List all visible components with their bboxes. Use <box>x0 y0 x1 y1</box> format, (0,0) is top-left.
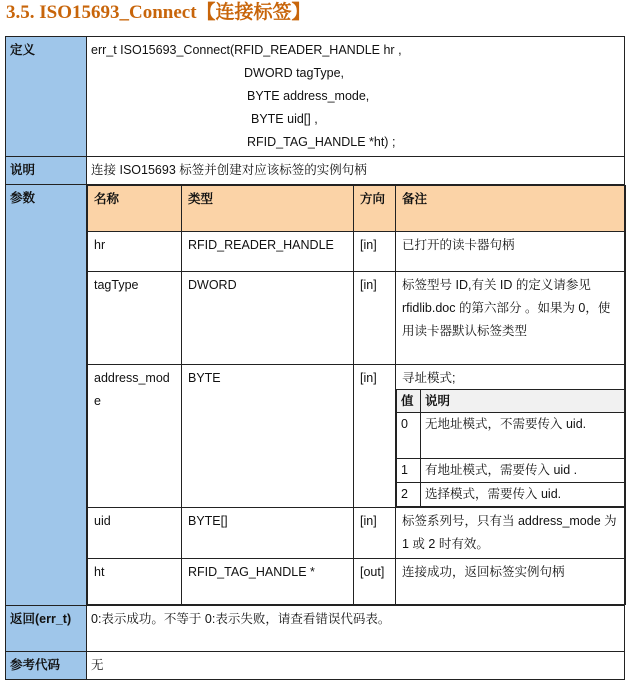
signature-line: BYTE address_mode, <box>91 85 620 108</box>
signature-line: err_t ISO15693_Connect(RFID_READER_HANDLE hr , <box>91 39 620 62</box>
param-note <box>396 365 626 508</box>
param-row <box>88 272 626 365</box>
function-signature <box>87 37 625 157</box>
mode-header-value: 值 <box>397 390 421 413</box>
reference-row <box>6 652 625 680</box>
mode-value: 2 <box>397 483 421 507</box>
mode-desc: 有地址模式，需要传入 uid . <box>421 459 626 483</box>
signature-line: DWORD tagType, <box>91 62 620 85</box>
param-note: 标签型号 ID,有关 ID 的定义请参见 rfidlib.doc 的第六部分 。如果为 0，使用读卡器默认标签类型 <box>396 272 626 365</box>
mode-header-desc: 说明 <box>421 390 626 413</box>
header-name: 名称 <box>88 186 182 232</box>
api-spec-table <box>5 36 625 680</box>
param-name: address_mode <box>88 365 182 508</box>
signature-line: RFID_TAG_HANDLE *ht) ; <box>91 131 620 154</box>
param-row <box>88 508 626 559</box>
header-direction: 方向 <box>354 186 396 232</box>
description-label: 说明 <box>6 157 87 185</box>
param-note: 连接成功，返回标签实例句柄 <box>396 559 626 605</box>
param-name: ht <box>88 559 182 605</box>
definition-row <box>6 37 625 157</box>
mode-value: 1 <box>397 459 421 483</box>
param-type: BYTE[] <box>182 508 354 559</box>
reference-text: 无 <box>87 652 625 680</box>
param-note: 标签系列号，只有当 address_mode 为 1 或 2 时有效。 <box>396 508 626 559</box>
param-row <box>88 365 626 508</box>
param-direction: [in] <box>354 232 396 272</box>
returns-row <box>6 606 625 652</box>
param-direction: [in] <box>354 365 396 508</box>
definition-label: 定义 <box>6 37 87 157</box>
mode-header-row <box>397 390 626 413</box>
mode-row <box>397 413 626 459</box>
mode-desc: 无地址模式，不需要传入 uid. <box>421 413 626 459</box>
param-row <box>88 232 626 272</box>
reference-label: 参考代码 <box>6 652 87 680</box>
param-name: hr <box>88 232 182 272</box>
param-direction: [in] <box>354 272 396 365</box>
params-table <box>87 185 626 605</box>
address-mode-table <box>396 389 626 507</box>
param-row <box>88 559 626 605</box>
param-name: uid <box>88 508 182 559</box>
param-name: tagType <box>88 272 182 365</box>
header-type: 类型 <box>182 186 354 232</box>
returns-label: 返回(err_t) <box>6 606 87 652</box>
returns-text: 0:表示成功。不等于 0:表示失败，请查看错误代码表。 <box>87 606 625 652</box>
description-row <box>6 157 625 185</box>
params-cell <box>87 185 625 606</box>
header-note: 备注 <box>396 186 626 232</box>
params-header-row <box>88 186 626 232</box>
params-row <box>6 185 625 606</box>
param-direction: [in] <box>354 508 396 559</box>
param-type: RFID_READER_HANDLE <box>182 232 354 272</box>
mode-row <box>397 483 626 507</box>
param-type: BYTE <box>182 365 354 508</box>
address-mode-title: 寻址模式; <box>396 365 625 389</box>
param-direction: [out] <box>354 559 396 605</box>
param-type: DWORD <box>182 272 354 365</box>
signature-line: BYTE uid[] , <box>91 108 620 131</box>
param-type: RFID_TAG_HANDLE * <box>182 559 354 605</box>
mode-value: 0 <box>397 413 421 459</box>
description-text: 连接 ISO15693 标签并创建对应该标签的实例句柄 <box>87 157 625 185</box>
mode-desc: 选择模式，需要传入 uid. <box>421 483 626 507</box>
mode-row <box>397 459 626 483</box>
param-note: 已打开的读卡器句柄 <box>396 232 626 272</box>
params-label: 参数 <box>6 185 87 606</box>
section-heading: 3.5. ISO15693_Connect【连接标签】 <box>6 0 311 30</box>
